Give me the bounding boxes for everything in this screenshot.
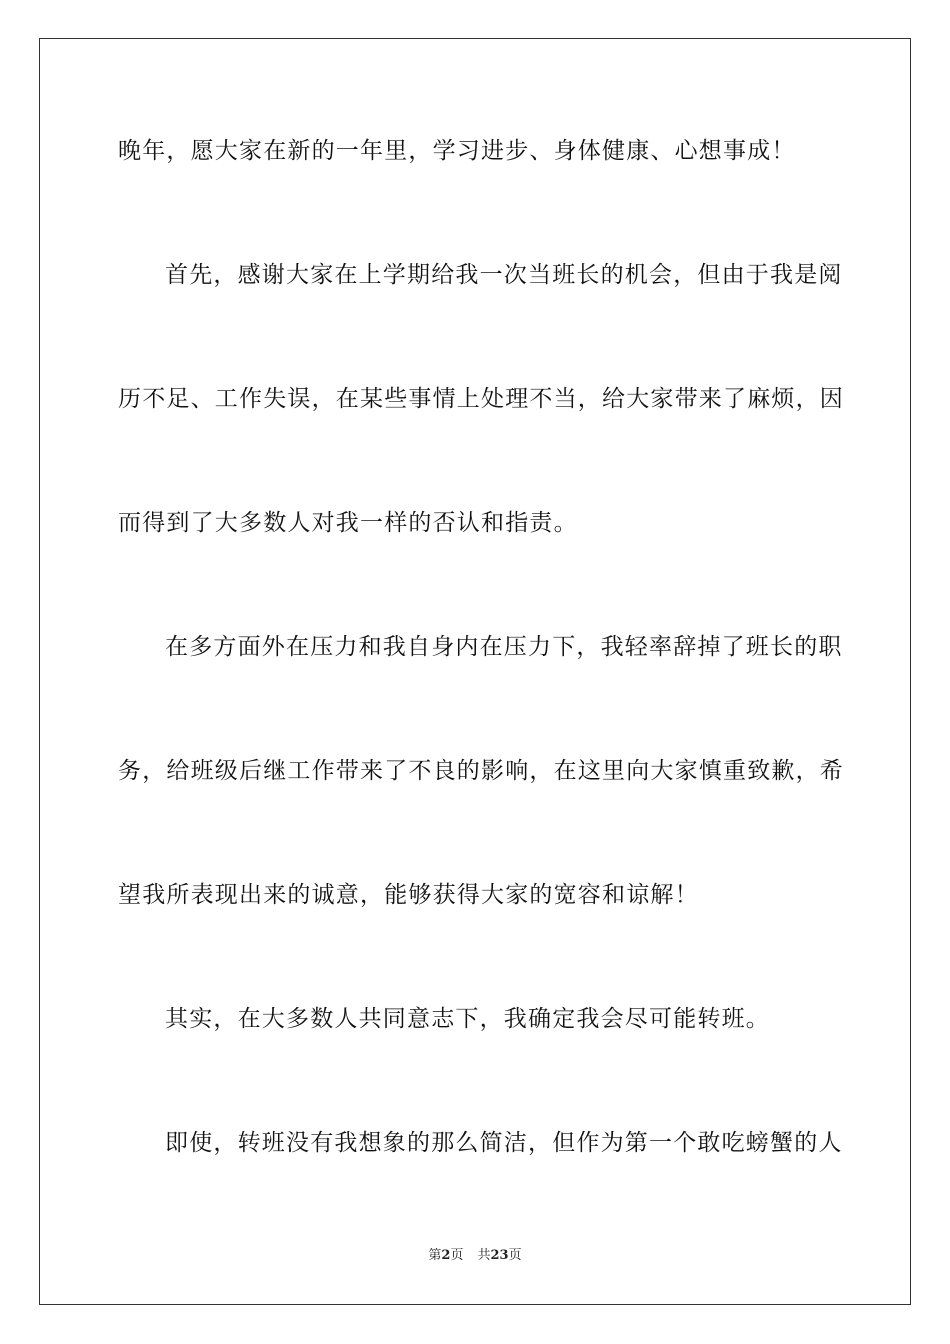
total-prefix: 共 xyxy=(477,1248,491,1263)
text-line-1: 晚年，愿大家在新的一年里，学习进步、身体健康、心想事成！ xyxy=(118,138,796,164)
page-footer xyxy=(0,1247,950,1265)
page-prefix: 第 xyxy=(428,1248,442,1263)
text-line-2: 首先，感谢大家在上学期给我一次当班长的机会，但由于我是阅 xyxy=(165,262,843,288)
total-pages: 23 xyxy=(490,1248,509,1263)
page-suffix: 页 xyxy=(450,1248,464,1263)
text-line-6: 务，给班级后继工作带来了不良的影响，在这里向大家慎重致歉，希 xyxy=(118,758,844,784)
text-line-3: 历不足、工作失误，在某些事情上处理不当，给大家带来了麻烦，因 xyxy=(118,386,844,412)
text-line-9: 即使，转班没有我想象的那么简洁，但作为第一个敢吃螃蟹的人 xyxy=(165,1130,843,1156)
text-line-5: 在多方面外在压力和我自身内在压力下，我轻率辞掉了班长的职 xyxy=(165,634,843,660)
text-line-7: 望我所表现出来的诚意，能够获得大家的宽容和谅解！ xyxy=(118,882,699,908)
page-number: 2 xyxy=(441,1248,451,1263)
total-suffix: 页 xyxy=(508,1248,522,1263)
text-line-4: 而得到了大多数人对我一样的否认和指责。 xyxy=(118,510,578,536)
text-line-8: 其实，在大多数人共同意志下，我确定我会尽可能转班。 xyxy=(165,1006,770,1032)
page-border xyxy=(39,38,911,1305)
